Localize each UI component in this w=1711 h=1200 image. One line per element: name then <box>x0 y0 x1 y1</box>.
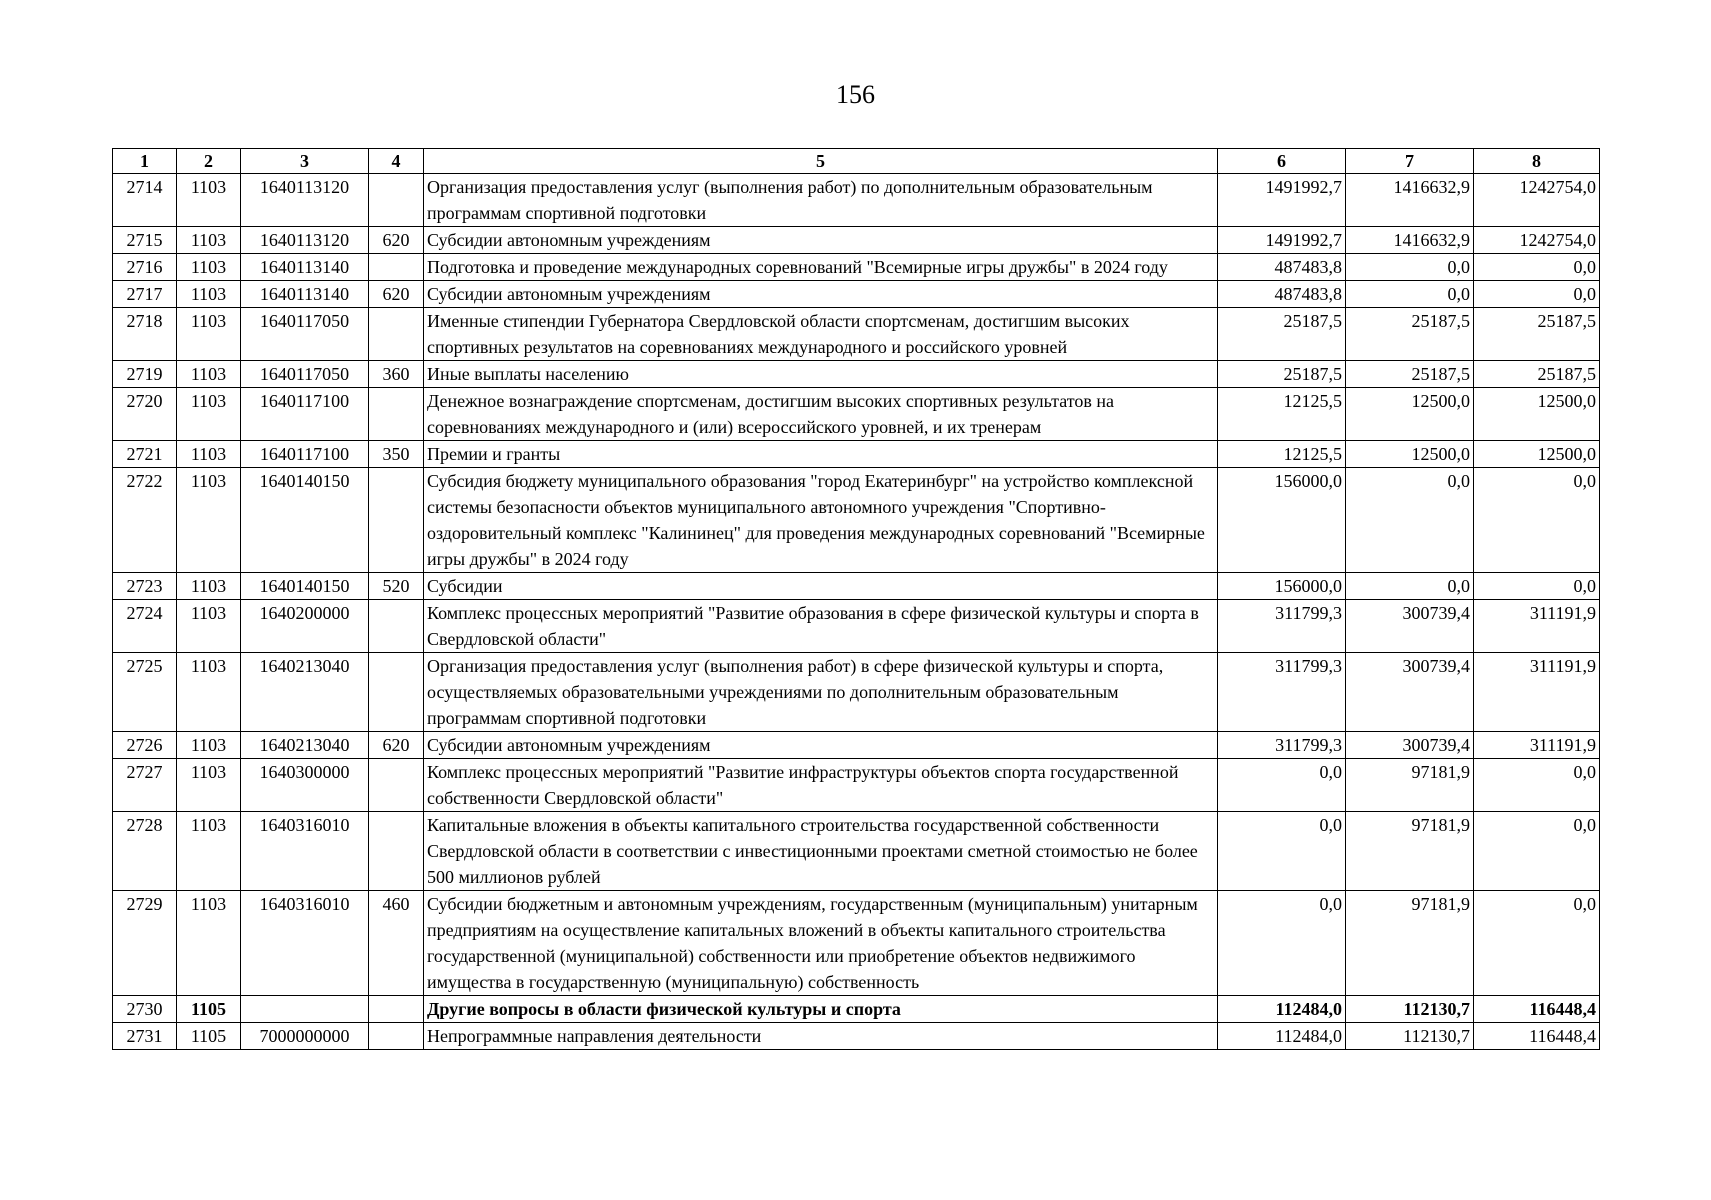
item-name-cell: Премии и гранты <box>424 441 1218 468</box>
target-code-cell: 1640117050 <box>241 361 369 388</box>
amount-col8-cell: 25187,5 <box>1474 361 1600 388</box>
target-code-cell: 1640140150 <box>241 468 369 573</box>
item-name-cell: Непрограммные направления деятельности <box>424 1023 1218 1050</box>
target-code-cell: 1640316010 <box>241 812 369 891</box>
target-code-cell: 1640213040 <box>241 732 369 759</box>
amount-col6-cell: 487483,8 <box>1218 254 1346 281</box>
section-code-cell: 1103 <box>177 254 241 281</box>
expense-type-cell <box>369 996 424 1023</box>
amount-col6-cell: 25187,5 <box>1218 361 1346 388</box>
target-code-cell: 1640117050 <box>241 308 369 361</box>
expense-type-cell <box>369 388 424 441</box>
amount-col7-cell: 97181,9 <box>1346 759 1474 812</box>
amount-col8-cell: 311191,9 <box>1474 653 1600 732</box>
item-name-cell: Субсидии <box>424 573 1218 600</box>
item-name-cell: Комплекс процессных мероприятий "Развитие образования в сфере физической культуры и спорта в Свердловской области" <box>424 600 1218 653</box>
item-name-cell: Подготовка и проведение международных соревнований "Всемирные игры дружбы" в 2024 году <box>424 254 1218 281</box>
table-row <box>113 388 1600 441</box>
expense-type-cell: 620 <box>369 281 424 308</box>
amount-col7-cell: 97181,9 <box>1346 891 1474 996</box>
item-name-cell: Иные выплаты населению <box>424 361 1218 388</box>
row-number-cell: 2727 <box>113 759 177 812</box>
amount-col7-cell: 97181,9 <box>1346 812 1474 891</box>
row-number-cell: 2728 <box>113 812 177 891</box>
target-code-cell: 1640140150 <box>241 573 369 600</box>
table-row <box>113 573 1600 600</box>
amount-col7-cell: 1416632,9 <box>1346 227 1474 254</box>
section-code-cell: 1103 <box>177 281 241 308</box>
amount-col6-cell: 487483,8 <box>1218 281 1346 308</box>
amount-col7-cell: 112130,7 <box>1346 1023 1474 1050</box>
table-row <box>113 174 1600 227</box>
table-row <box>113 308 1600 361</box>
section-code-cell: 1103 <box>177 388 241 441</box>
row-number-cell: 2717 <box>113 281 177 308</box>
row-number-cell: 2724 <box>113 600 177 653</box>
section-code-cell: 1103 <box>177 891 241 996</box>
column-header: 5 <box>424 149 1218 174</box>
amount-col6-cell: 156000,0 <box>1218 573 1346 600</box>
amount-col6-cell: 112484,0 <box>1218 996 1346 1023</box>
row-number-cell: 2714 <box>113 174 177 227</box>
amount-col8-cell: 1242754,0 <box>1474 174 1600 227</box>
table-row <box>113 812 1600 891</box>
table-row <box>113 281 1600 308</box>
amount-col6-cell: 0,0 <box>1218 891 1346 996</box>
target-code-cell: 1640316010 <box>241 891 369 996</box>
amount-col8-cell: 25187,5 <box>1474 308 1600 361</box>
amount-col7-cell: 300739,4 <box>1346 653 1474 732</box>
amount-col7-cell: 300739,4 <box>1346 732 1474 759</box>
column-header: 8 <box>1474 149 1600 174</box>
amount-col7-cell: 0,0 <box>1346 468 1474 573</box>
column-header: 2 <box>177 149 241 174</box>
amount-col7-cell: 25187,5 <box>1346 361 1474 388</box>
expense-type-cell <box>369 600 424 653</box>
page-number: 156 <box>836 80 875 109</box>
amount-col6-cell: 12125,5 <box>1218 388 1346 441</box>
amount-col8-cell: 116448,4 <box>1474 996 1600 1023</box>
section-code-cell: 1103 <box>177 361 241 388</box>
table-row <box>113 361 1600 388</box>
row-number-cell: 2720 <box>113 388 177 441</box>
item-name-cell: Другие вопросы в области физической культуры и спорта <box>424 996 1218 1023</box>
amount-col8-cell: 311191,9 <box>1474 732 1600 759</box>
column-header: 7 <box>1346 149 1474 174</box>
amount-col6-cell: 25187,5 <box>1218 308 1346 361</box>
row-number-cell: 2726 <box>113 732 177 759</box>
expense-type-cell <box>369 653 424 732</box>
section-code-cell: 1103 <box>177 812 241 891</box>
expense-type-cell <box>369 759 424 812</box>
amount-col7-cell: 0,0 <box>1346 281 1474 308</box>
target-code-cell: 1640113140 <box>241 254 369 281</box>
amount-col6-cell: 311799,3 <box>1218 600 1346 653</box>
expense-type-cell: 620 <box>369 732 424 759</box>
row-number-cell: 2716 <box>113 254 177 281</box>
column-header: 3 <box>241 149 369 174</box>
row-number-cell: 2722 <box>113 468 177 573</box>
row-number-cell: 2729 <box>113 891 177 996</box>
section-code-cell: 1103 <box>177 468 241 573</box>
amount-col8-cell: 0,0 <box>1474 812 1600 891</box>
section-code-cell: 1103 <box>177 732 241 759</box>
target-code-cell: 1640213040 <box>241 653 369 732</box>
column-header: 4 <box>369 149 424 174</box>
table-row <box>113 600 1600 653</box>
amount-col7-cell: 0,0 <box>1346 573 1474 600</box>
section-code-cell: 1105 <box>177 1023 241 1050</box>
amount-col6-cell: 311799,3 <box>1218 653 1346 732</box>
amount-col8-cell: 0,0 <box>1474 759 1600 812</box>
item-name-cell: Денежное вознаграждение спортсменам, достигшим высоких спортивных результатов на соревнованиях международного и (или) всероссийского уровней, и их тренерам <box>424 388 1218 441</box>
item-name-cell: Комплекс процессных мероприятий "Развитие инфраструктуры объектов спорта государственной собственности Свердловской области" <box>424 759 1218 812</box>
expense-type-cell: 350 <box>369 441 424 468</box>
target-code-cell: 1640113120 <box>241 174 369 227</box>
row-number-cell: 2723 <box>113 573 177 600</box>
item-name-cell: Именные стипендии Губернатора Свердловской области спортсменам, достигшим высоких спортивных результатов на соревнованиях международного и российского уровней <box>424 308 1218 361</box>
target-code-cell: 1640113120 <box>241 227 369 254</box>
amount-col7-cell: 1416632,9 <box>1346 174 1474 227</box>
item-name-cell: Организация предоставления услуг (выполнения работ) по дополнительным образовательным программам спортивной подготовки <box>424 174 1218 227</box>
table-row <box>113 759 1600 812</box>
row-number-cell: 2725 <box>113 653 177 732</box>
item-name-cell: Организация предоставления услуг (выполнения работ) в сфере физической культуры и спорта, осуществляемых образовательными учреждениями по дополнительным образовательным программам спортивной подготовки <box>424 653 1218 732</box>
section-code-cell: 1103 <box>177 227 241 254</box>
amount-col8-cell: 12500,0 <box>1474 441 1600 468</box>
amount-col8-cell: 0,0 <box>1474 254 1600 281</box>
expense-type-cell: 520 <box>369 573 424 600</box>
item-name-cell: Капитальные вложения в объекты капитального строительства государственной собственности Свердловской области в соответствии с инвестиционными проектами сметной стоимостью не более 500 миллионов рублей <box>424 812 1218 891</box>
row-number-cell: 2731 <box>113 1023 177 1050</box>
target-code-cell: 1640200000 <box>241 600 369 653</box>
table-header-row <box>113 149 1600 174</box>
amount-col6-cell: 1491992,7 <box>1218 227 1346 254</box>
column-header: 6 <box>1218 149 1346 174</box>
amount-col7-cell: 12500,0 <box>1346 441 1474 468</box>
section-code-cell: 1103 <box>177 759 241 812</box>
section-code-cell: 1103 <box>177 573 241 600</box>
row-number-cell: 2730 <box>113 996 177 1023</box>
table-row <box>113 1023 1600 1050</box>
expense-type-cell <box>369 468 424 573</box>
amount-col6-cell: 0,0 <box>1218 759 1346 812</box>
amount-col8-cell: 0,0 <box>1474 891 1600 996</box>
table-row <box>113 254 1600 281</box>
table-body <box>113 174 1600 1050</box>
amount-col8-cell: 0,0 <box>1474 468 1600 573</box>
amount-col6-cell: 156000,0 <box>1218 468 1346 573</box>
row-number-cell: 2718 <box>113 308 177 361</box>
budget-table <box>112 148 1600 1050</box>
table-row <box>113 468 1600 573</box>
section-code-cell: 1103 <box>177 600 241 653</box>
table-row <box>113 227 1600 254</box>
amount-col8-cell: 311191,9 <box>1474 600 1600 653</box>
expense-type-cell: 620 <box>369 227 424 254</box>
section-code-cell: 1103 <box>177 174 241 227</box>
item-name-cell: Субсидия бюджету муниципального образования "город Екатеринбург" на устройство комплексной системы безопасности объектов муниципального автономного учреждения "Спортивно-оздоровительный комплекс "Калининец" для проведения международных соревнований "Всемирные игры дружбы" в 2024 году <box>424 468 1218 573</box>
amount-col6-cell: 12125,5 <box>1218 441 1346 468</box>
expense-type-cell <box>369 1023 424 1050</box>
expense-type-cell <box>369 308 424 361</box>
expense-type-cell <box>369 812 424 891</box>
row-number-cell: 2715 <box>113 227 177 254</box>
row-number-cell: 2719 <box>113 361 177 388</box>
table-row <box>113 891 1600 996</box>
table-row <box>113 732 1600 759</box>
amount-col7-cell: 0,0 <box>1346 254 1474 281</box>
target-code-cell: 1640117100 <box>241 441 369 468</box>
expense-type-cell <box>369 174 424 227</box>
table-row <box>113 441 1600 468</box>
amount-col6-cell: 1491992,7 <box>1218 174 1346 227</box>
item-name-cell: Субсидии автономным учреждениям <box>424 281 1218 308</box>
item-name-cell: Субсидии автономным учреждениям <box>424 732 1218 759</box>
amount-col8-cell: 1242754,0 <box>1474 227 1600 254</box>
column-header: 1 <box>113 149 177 174</box>
section-code-cell: 1103 <box>177 653 241 732</box>
target-code-cell: 1640113140 <box>241 281 369 308</box>
target-code-cell: 1640300000 <box>241 759 369 812</box>
target-code-cell: 7000000000 <box>241 1023 369 1050</box>
amount-col8-cell: 0,0 <box>1474 281 1600 308</box>
item-name-cell: Субсидии автономным учреждениям <box>424 227 1218 254</box>
amount-col6-cell: 0,0 <box>1218 812 1346 891</box>
amount-col8-cell: 116448,4 <box>1474 1023 1600 1050</box>
amount-col8-cell: 0,0 <box>1474 573 1600 600</box>
amount-col7-cell: 112130,7 <box>1346 996 1474 1023</box>
target-code-cell: 1640117100 <box>241 388 369 441</box>
item-name-cell: Субсидии бюджетным и автономным учреждениям, государственным (муниципальным) унитарным предприятиям на осуществление капитальных вложений в объекты капитального строительства государственной (муниципальной) собственности или приобретение объектов недвижимого имущества в государственную (муниципальную) собственность <box>424 891 1218 996</box>
amount-col6-cell: 311799,3 <box>1218 732 1346 759</box>
section-code-cell: 1103 <box>177 308 241 361</box>
amount-col7-cell: 25187,5 <box>1346 308 1474 361</box>
expense-type-cell: 460 <box>369 891 424 996</box>
amount-col7-cell: 12500,0 <box>1346 388 1474 441</box>
amount-col7-cell: 300739,4 <box>1346 600 1474 653</box>
target-code-cell <box>241 996 369 1023</box>
amount-col6-cell: 112484,0 <box>1218 1023 1346 1050</box>
table-row <box>113 653 1600 732</box>
amount-col8-cell: 12500,0 <box>1474 388 1600 441</box>
expense-type-cell: 360 <box>369 361 424 388</box>
expense-type-cell <box>369 254 424 281</box>
section-code-cell: 1105 <box>177 996 241 1023</box>
section-code-cell: 1103 <box>177 441 241 468</box>
table-row <box>113 996 1600 1023</box>
row-number-cell: 2721 <box>113 441 177 468</box>
